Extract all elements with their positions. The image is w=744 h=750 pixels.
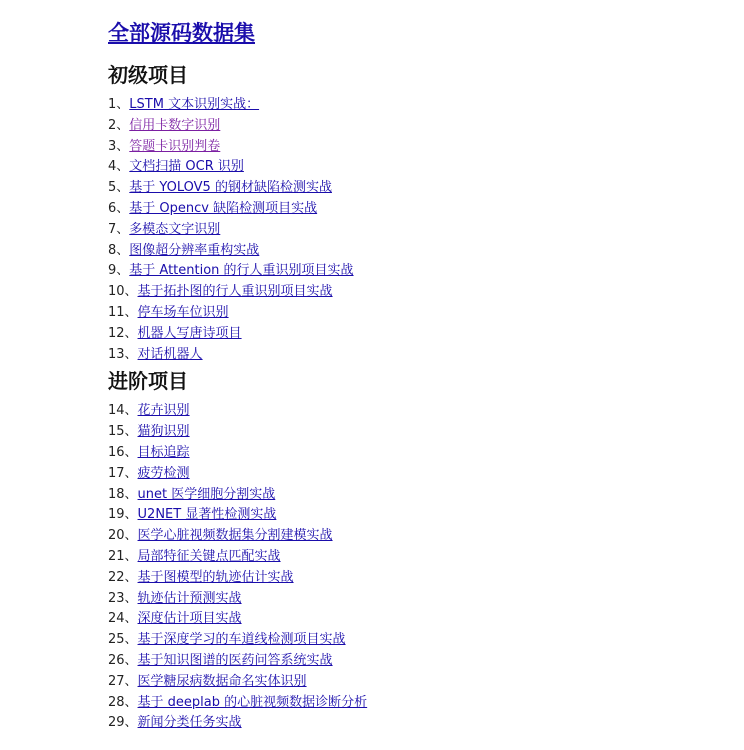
project-link[interactable]: 基于 YOLOV5 的钢材缺陷检测实战 — [129, 180, 332, 196]
list-item — [108, 547, 728, 568]
list-item — [108, 345, 728, 366]
list-item-number: 9、 — [108, 263, 130, 279]
list-item — [108, 568, 728, 589]
list-item — [108, 401, 728, 422]
list-item-number: 19、 — [108, 507, 138, 523]
list-item — [108, 609, 728, 630]
project-link[interactable]: 基于 Opencv 缺陷检测项目实战 — [129, 200, 318, 216]
list-item-number: 24、 — [108, 611, 138, 627]
list-item-number: 6、 — [108, 200, 130, 216]
list-item-number: 7、 — [108, 221, 130, 237]
list-item — [108, 199, 728, 220]
list-item-number: 11、 — [108, 304, 138, 320]
project-link[interactable]: 深度估计项目实战 — [137, 611, 242, 627]
list-item-number: 27、 — [108, 673, 138, 689]
list-item — [108, 116, 728, 137]
project-link[interactable]: 基于 deeplab 的心脏视频数据诊断分析 — [137, 694, 368, 710]
list-item-number: 17、 — [108, 465, 138, 481]
project-link[interactable]: 基于知识图谱的医药问答系统实战 — [137, 652, 333, 668]
list-item — [108, 713, 728, 734]
list-item — [108, 485, 728, 506]
list-item — [108, 220, 728, 241]
list-item-number: 1、 — [108, 97, 130, 112]
list-item — [108, 693, 728, 714]
list-item-number: 15、 — [108, 424, 138, 440]
project-link[interactable]: 轨迹估计预测实战 — [137, 590, 242, 606]
list-item — [108, 95, 728, 116]
project-link[interactable]: 医学心脏视频数据集分割建模实战 — [137, 528, 333, 544]
list-item — [108, 526, 728, 547]
list-item — [108, 324, 728, 345]
project-link[interactable]: 目标追踪 — [137, 444, 190, 460]
project-link[interactable]: 疲劳检测 — [137, 465, 190, 481]
project-link[interactable]: unet 医学细胞分割实战 — [137, 486, 276, 502]
list-item-number: 26、 — [108, 652, 138, 668]
list-item — [108, 241, 728, 262]
list-item — [108, 422, 728, 443]
page-title-link[interactable]: 全部源码数据集 — [108, 21, 255, 45]
list-item — [108, 303, 728, 324]
list-item-number: 10、 — [108, 284, 138, 300]
project-link[interactable]: 新闻分类任务实战 — [137, 715, 242, 731]
project-link[interactable]: 医学糖尿病数据命名实体识别 — [137, 673, 307, 689]
project-link[interactable]: 机器人写唐诗项目 — [137, 325, 242, 341]
list-item — [108, 630, 728, 651]
list-item-number: 13、 — [108, 346, 138, 362]
project-link[interactable]: 花卉识别 — [137, 403, 190, 419]
project-link[interactable]: 文档扫描 OCR 识别 — [129, 159, 244, 175]
project-link[interactable]: U2NET 显著性检测实战 — [137, 507, 277, 523]
list-item — [108, 157, 728, 178]
list-item-number: 18、 — [108, 486, 138, 502]
list-item-number: 16、 — [108, 444, 138, 460]
project-link[interactable]: 信用卡数字识别 — [129, 117, 221, 133]
list-item — [108, 505, 728, 526]
project-link[interactable]: 对话机器人 — [137, 346, 203, 362]
list-item-number: 28、 — [108, 694, 138, 710]
list-item-number: 5、 — [108, 180, 130, 196]
list-item-number: 22、 — [108, 569, 138, 585]
list-item-number: 21、 — [108, 548, 138, 564]
list-item-number: 29、 — [108, 715, 138, 731]
page-title — [108, 18, 728, 48]
section-heading-basic: 初级项目 — [108, 63, 188, 87]
project-link[interactable]: 基于深度学习的车道线检测项目实战 — [137, 632, 346, 648]
project-link[interactable]: 答题卡识别判卷 — [129, 138, 221, 154]
list-item — [108, 178, 728, 199]
list-item-number: 23、 — [108, 590, 138, 606]
list-item — [108, 261, 728, 282]
list-item — [108, 464, 728, 485]
project-link[interactable]: 猫狗识别 — [137, 424, 190, 440]
list-item-number: 25、 — [108, 632, 138, 648]
list-item — [108, 443, 728, 464]
project-link[interactable]: 基于 Attention 的行人重识别项目实战 — [129, 263, 354, 279]
project-link[interactable]: 局部特征关键点匹配实战 — [137, 548, 281, 564]
document-page — [108, 18, 728, 734]
list-item — [108, 589, 728, 610]
list-item — [108, 651, 728, 672]
project-list-basic — [108, 95, 728, 365]
list-item-number: 3、 — [108, 138, 130, 154]
project-link[interactable]: 图像超分辨率重构实战 — [129, 242, 260, 258]
section-heading-advanced: 进阶项目 — [108, 369, 188, 394]
list-item-number: 8、 — [108, 242, 130, 258]
project-link[interactable]: 停车场车位识别 — [137, 304, 229, 320]
project-link[interactable]: LSTM 文本识别实战： — [129, 97, 260, 112]
list-item — [108, 137, 728, 158]
list-item — [108, 672, 728, 693]
list-item-number: 2、 — [108, 117, 130, 133]
list-item-number: 4、 — [108, 159, 130, 175]
project-link[interactable]: 多模态文字识别 — [129, 221, 221, 237]
project-link[interactable]: 基于拓扑图的行人重识别项目实战 — [137, 284, 333, 300]
list-item-number: 12、 — [108, 325, 138, 341]
list-item-number: 20、 — [108, 528, 138, 544]
list-item — [108, 282, 728, 303]
project-link[interactable]: 基于图模型的轨迹估计实战 — [137, 569, 294, 585]
project-list-advanced — [108, 401, 728, 734]
list-item-number: 14、 — [108, 403, 138, 419]
